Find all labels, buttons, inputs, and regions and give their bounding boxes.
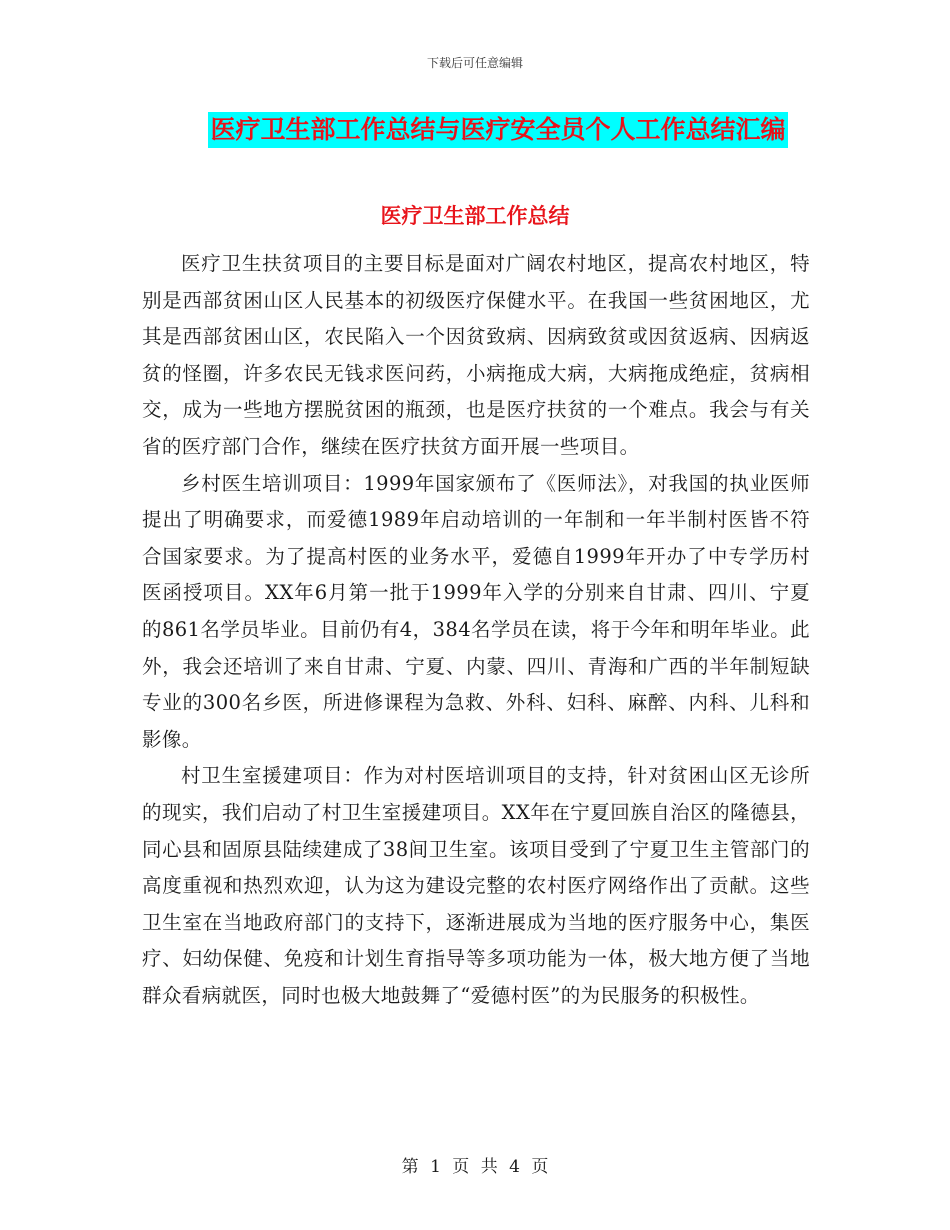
- main-title-wrap: [0, 112, 950, 148]
- paragraph-3: 村卫生室援建项目：作为对村医培训项目的支持，针对贫困山区无诊所的现实，我们启动了村卫生室援建项目。XX年在宁夏回族自治区的隆德县，同心县和固原县陆续建成了38间卫生室。该项目受到了宁夏卫生主管部门的高度重视和热烈欢迎，认为这为建设完整的农村医疗网络作出了贡献。这些卫生室在当地政府部门的支持下，逐渐进展成为当地的医疗服务中心，集医疗、妇幼保健、免疫和计划生育指导等多项功能为一体，极大地方便了当地群众看病就医，同时也极大地鼓舞了“爱德村医”的为民服务的积极性。: [142, 764, 810, 1007]
- page-footer: 第 1 页 共 4 页: [401, 1157, 549, 1177]
- section-title: 医疗卫生部工作总结: [380, 203, 570, 228]
- paragraph-2: 乡村医生培训项目：1999年国家颁布了《医师法》，对我国的执业医师提出了明确要求，而爱德1989年启动培训的一年制和一年半制村医皆不符合国家要求。为了提高村医的业务水平，爱德自1999年开办了中专学历村医函授项目。XX年6月第一批于1999年入学的分别来自甘肃、四川、宁夏的861名学员毕业。目前仍有4，384名学员在读，将于今年和明年毕业。此外，我会还培训了来自甘肃、宁夏、内蒙、四川、青海和广西的半年制短缺专业的300名乡医，所进修课程为急救、外科、妇科、麻醉、内科、儿科和影像。: [142, 471, 810, 751]
- paragraph-1: 医疗卫生扶贫项目的主要目标是面对广阔农村地区，提高农村地区，特别是西部贫困山区人民基本的初级医疗保健水平。在我国一些贫困地区，尤其是西部贫困山区，农民陷入一个因贫致病、因病致贫或因贫返病、因病返贫的怪圈，许多农民无钱求医问药，小病拖成大病，大病拖成绝症，贫病相交，成为一些地方摆脱贫困的瓶颈，也是医疗扶贫的一个难点。我会与有关省的医疗部门合作，继续在医疗扶贫方面开展一些项目。: [142, 252, 810, 458]
- body-text: [142, 246, 810, 1014]
- main-title: 医疗卫生部工作总结与医疗安全员个人工作总结汇编: [208, 112, 787, 148]
- header-note: 下载后可任意编辑: [426, 56, 523, 70]
